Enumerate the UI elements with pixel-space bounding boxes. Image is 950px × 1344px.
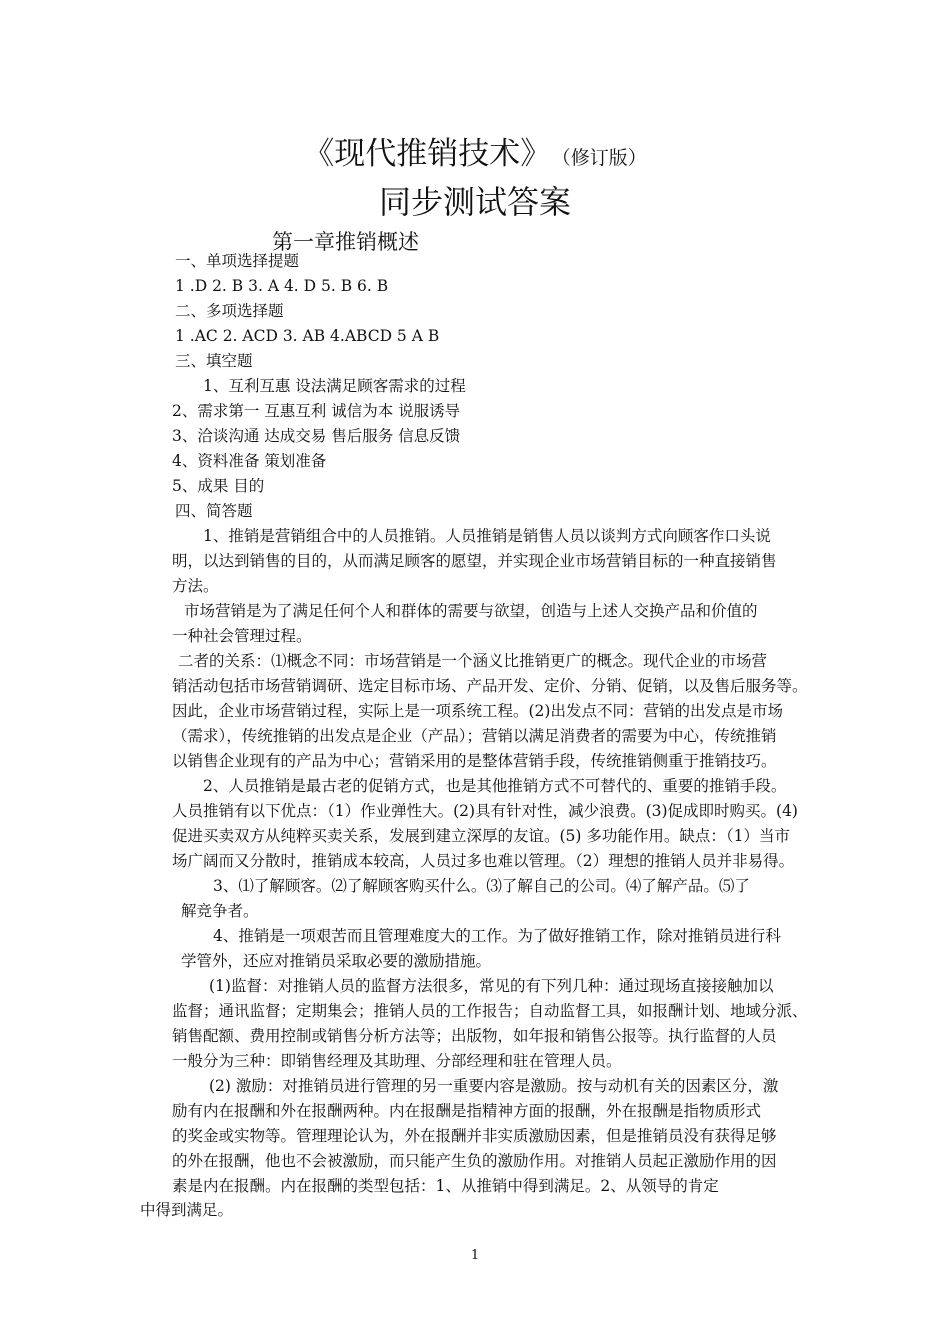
chapter-heading: 第一章推销概述 (272, 230, 419, 254)
paragraph-line: 2、人员推销是最古老的促销方式，也是其他推销方式不可替代的、重要的推销手段。 (203, 777, 787, 795)
paragraph-line: 3、⑴了解顾客。⑵了解顾客购买什么。⑶了解自己的公司。⑷了解产品。⑸了 (213, 877, 750, 895)
title-edition: （修订版） (561, 147, 647, 169)
paragraph-line: 学管外，还应对推销员采取必要的激励措施。 (181, 952, 492, 970)
section-heading: 二、多项选择题 (175, 302, 284, 320)
answer-line: 4、资料准备 策划准备 (172, 452, 327, 470)
paragraph-line: 的外在报酬，他也不会被激励，而只能产生负的激励作用。对推销人员起正激励作用的因 (172, 1152, 777, 1170)
paragraph-line: 以销售企业现有的产品为中心；营销采用的是整体营销手段，传统推销侧重于推销技巧。 (172, 752, 777, 770)
paragraph-line: 4、推销是一项艰苦而且管理难度大的工作。为了做好推销工作，除对推销员进行科 (213, 927, 781, 945)
answer-line: 1 .AC 2. ACD 3. AB 4.ABCD 5 A B (175, 327, 440, 345)
paragraph-line: 一种社会管理过程。 (172, 627, 312, 645)
paragraph-line: 1、推销是营销组合中的人员推销。人员推销是销售人员以谈判方式向顾客作口头说 (203, 527, 771, 545)
paragraph-line: 明，以达到销售的目的，从而满足顾客的愿望，并实现企业市场营销目标的一种直接销售 (172, 552, 777, 570)
paragraph-line: 人员推销有以下优点：（1）作业弹性大。(2)具有针对性，减少浪费。(3)促成即时购买。(4) (172, 802, 798, 820)
paragraph-line: （需求），传统推销的出发点是企业（产品）；营销以满足消费者的需要为中心，传统推销 (172, 727, 777, 745)
paragraph-line: 的奖金或实物等。管理理论认为，外在报酬并非实质激励因素，但是推销员没有获得足够 (172, 1127, 777, 1145)
paragraph-line: 促进买卖双方从纯粹买卖关系，发展到建立深厚的友谊。(5) 多功能作用。缺点：（1）当市 (172, 827, 790, 845)
paragraph-line: 方法。 (172, 577, 219, 595)
paragraph-line: 一般分为三种：即销售经理及其助理、分部经理和驻在管理人员。 (172, 1052, 622, 1070)
paragraph-line: 场广阔而又分散时，推销成本较高，人员过多也难以管理。（2）理想的推销人员并非易得。 (172, 852, 795, 870)
document-subtitle: 同步测试答案 (378, 183, 571, 221)
answer-line: 5、成果 目的 (172, 477, 265, 495)
paragraph-line: 因此，企业市场营销过程，实际上是一项系统工程。(2)出发点不同：营销的出发点是市场 (172, 702, 783, 720)
title-main: 《现代推销技术》 (303, 136, 552, 172)
page-number: 1 (470, 1248, 480, 1263)
answer-line: 2、需求第一 互惠互利 诚信为本 说服诱导 (172, 402, 461, 420)
paragraph-line: (2) 激励：对推销员进行管理的另一重要内容是激励。按与动机有关的因素区分，激 (209, 1077, 779, 1095)
paragraph-line: (1)监督：对推销人员的监督方法很多，常见的有下列几种：通过现场直接接触加以 (209, 977, 774, 995)
section-heading: 四、简答题 (175, 502, 253, 520)
paragraph-line: 二者的关系：⑴概念不同：市场营销是一个涵义比推销更广的概念。现代企业的市场营 (178, 652, 768, 670)
answer-line: 1 .D 2. B 3. A 4. D 5. B 6. B (175, 277, 389, 295)
answer-line: 1、互利互惠 设法满足顾客需求的过程 (203, 377, 466, 395)
paragraph-line: 监督；通讯监督；定期集会；推销人员的工作报告；自动监督工具，如报酬计划、地域分派、 (172, 1002, 808, 1020)
section-heading: 三、填空题 (175, 352, 253, 370)
paragraph-line: 励有内在报酬和外在报酬两种。内在报酬是指精神方面的报酬，外在报酬是指物质形式 (172, 1102, 762, 1120)
paragraph-line: 市场营销是为了满足任何个人和群体的需要与欲望，创造与上述人交换产品和价值的 (184, 602, 758, 620)
paragraph-line: 销售配额、费用控制或销售分析方法等；出版物，如年报和销售公报等。执行监督的人员 (172, 1027, 777, 1045)
paragraph-line: 中得到满足。 (140, 1201, 234, 1219)
answer-line: 3、洽谈沟通 达成交易 售后服务 信息反馈 (172, 427, 461, 445)
paragraph-line: 销活动包括市场营销调研、选定目标市场、产品开发、定价、分销、促销，以及售后服务等。 (172, 677, 808, 695)
document-title (0, 128, 950, 173)
paragraph-line: 解竞争者。 (181, 902, 259, 920)
section-heading: 一、单项选择提题 (175, 252, 300, 270)
paragraph-line: 素是内在报酬。内在报酬的类型包括：1、从推销中得到满足。2、从领导的肯定 (172, 1177, 719, 1195)
